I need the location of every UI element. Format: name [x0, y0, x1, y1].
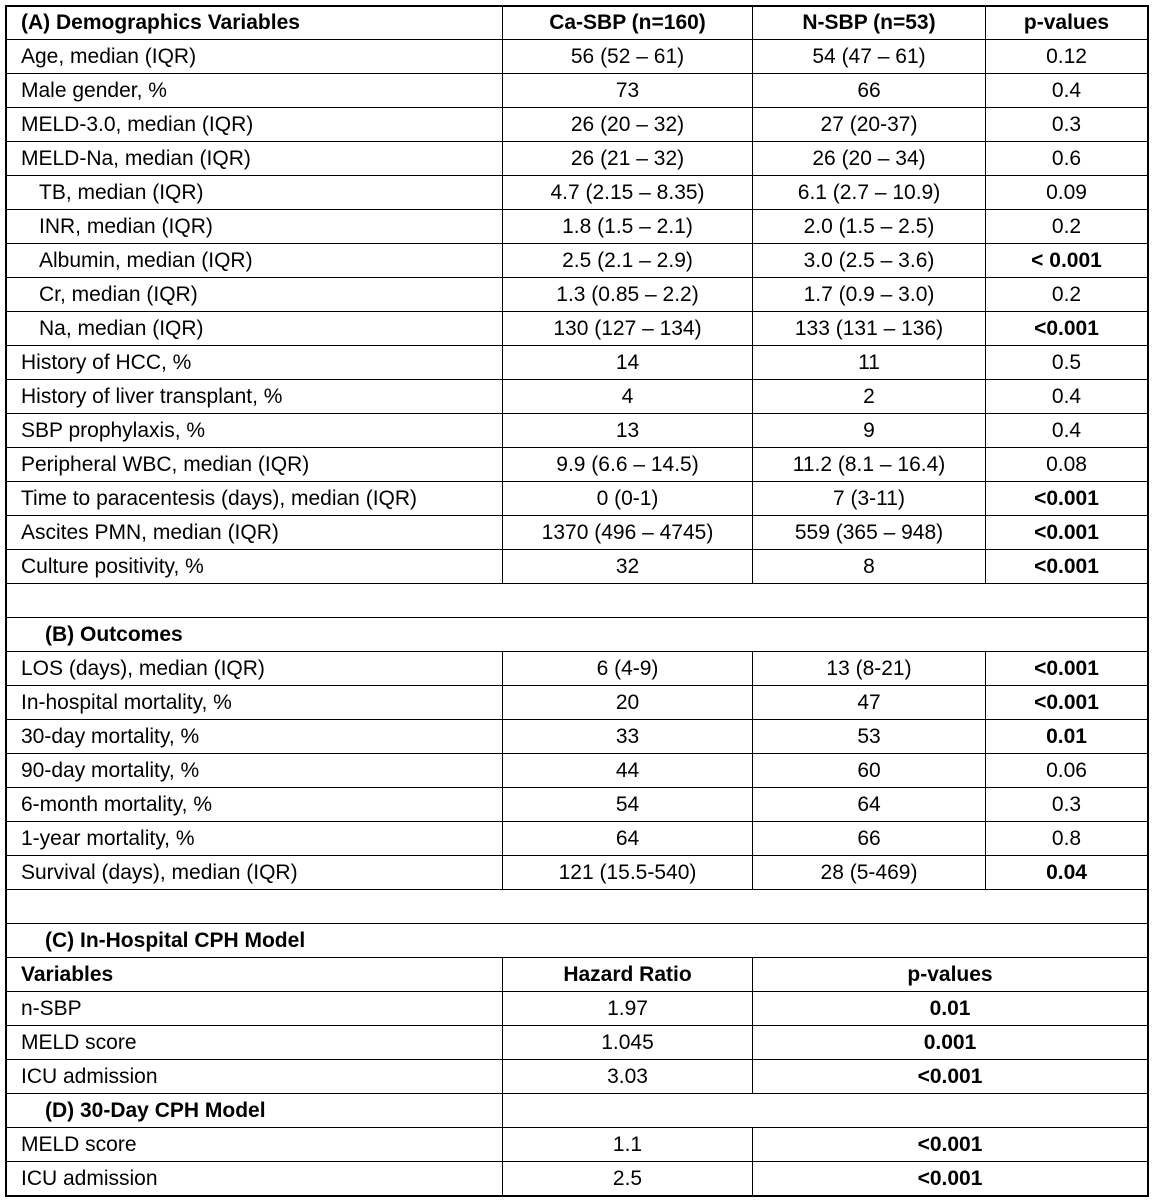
ca-sbp-value: 130 (127 – 134): [502, 312, 752, 345]
empty-cell: [752, 1094, 1147, 1127]
ca-sbp-value: 121 (15.5-540): [502, 856, 752, 889]
col-header-hazard-ratio: Hazard Ratio: [502, 958, 752, 991]
p-value: 0.3: [985, 788, 1147, 821]
table-row: [5, 991, 1149, 1025]
row-label: MELD-3.0, median (IQR): [21, 112, 254, 136]
table-row: [5, 855, 1149, 889]
row-label: Culture positivity, %: [21, 554, 204, 578]
spacer: [7, 890, 502, 923]
row-label: Age, median (IQR): [21, 44, 197, 68]
col-header-p-values: p-values: [752, 958, 1147, 991]
row-label: MELD score: [21, 1132, 137, 1156]
n-sbp-value: 1.7 (0.9 – 3.0): [752, 278, 985, 311]
ca-sbp-value: 14: [502, 346, 752, 379]
row-label: Na, median (IQR): [39, 316, 204, 340]
section-a-title: (A) Demographics Variables: [21, 11, 300, 34]
table-row: [5, 821, 1149, 855]
row-label: In-hospital mortality, %: [21, 690, 232, 714]
p-value: 0.6: [985, 142, 1147, 175]
ca-sbp-value: 9.9 (6.6 – 14.5): [502, 448, 752, 481]
hazard-ratio-value: 1.1: [502, 1128, 752, 1161]
p-value: 0.2: [985, 210, 1147, 243]
p-value: 0.01: [752, 992, 1147, 1025]
col-header-n-sbp: N-SBP (n=53): [752, 7, 985, 39]
table-row: [5, 141, 1149, 175]
p-value: <0.001: [752, 1128, 1147, 1161]
table-row: [5, 209, 1149, 243]
p-value: <0.001: [752, 1060, 1147, 1093]
n-sbp-value: 7 (3-11): [752, 482, 985, 515]
p-value: <0.001: [985, 652, 1147, 685]
row-label: ICU admission: [21, 1166, 158, 1190]
n-sbp-value: 11.2 (8.1 – 16.4): [752, 448, 985, 481]
hazard-ratio-value: 3.03: [502, 1060, 752, 1093]
section-a-header-row: [5, 5, 1149, 39]
hazard-ratio-value: 2.5: [502, 1162, 752, 1195]
n-sbp-value: 54 (47 – 61): [752, 40, 985, 73]
row-label: MELD score: [21, 1030, 137, 1054]
n-sbp-value: 27 (20-37): [752, 108, 985, 141]
row-label: INR, median (IQR): [39, 214, 213, 238]
spacer-row: [5, 583, 1149, 617]
p-value: 0.09: [985, 176, 1147, 209]
table-row: [5, 481, 1149, 515]
p-value: 0.04: [985, 856, 1147, 889]
p-value: 0.12: [985, 40, 1147, 73]
n-sbp-value: 28 (5-469): [752, 856, 985, 889]
ca-sbp-value: 1.8 (1.5 – 2.1): [502, 210, 752, 243]
table-row: [5, 549, 1149, 583]
table-row: [5, 39, 1149, 73]
table-row: [5, 753, 1149, 787]
hazard-ratio-value: 1.97: [502, 992, 752, 1025]
section-c-title: (C) In-Hospital CPH Model: [45, 928, 306, 952]
n-sbp-value: 8: [752, 550, 985, 583]
row-label: SBP prophylaxis, %: [21, 418, 206, 442]
n-sbp-value: 11: [752, 346, 985, 379]
table-row: [5, 243, 1149, 277]
ca-sbp-value: 32: [502, 550, 752, 583]
ca-sbp-value: 56 (52 – 61): [502, 40, 752, 73]
row-label: 6-month mortality, %: [21, 792, 212, 816]
table-row: [5, 719, 1149, 753]
p-value: 0.06: [985, 754, 1147, 787]
row-label: ICU admission: [21, 1064, 158, 1088]
p-value: 0.8: [985, 822, 1147, 855]
p-value: <0.001: [985, 312, 1147, 345]
spacer-row: [5, 889, 1149, 923]
n-sbp-value: 3.0 (2.5 – 3.6): [752, 244, 985, 277]
n-sbp-value: 66: [752, 74, 985, 107]
row-label: Albumin, median (IQR): [39, 248, 253, 272]
p-value: <0.001: [985, 550, 1147, 583]
ca-sbp-value: 13: [502, 414, 752, 447]
n-sbp-value: 6.1 (2.7 – 10.9): [752, 176, 985, 209]
section-c-columns-row: [5, 957, 1149, 991]
p-value: 0.5: [985, 346, 1147, 379]
row-label: Ascites PMN, median (IQR): [21, 520, 279, 544]
table-row: [5, 447, 1149, 481]
p-value: <0.001: [752, 1162, 1147, 1195]
table-row: [5, 1161, 1149, 1197]
n-sbp-value: 2.0 (1.5 – 2.5): [752, 210, 985, 243]
section-b-title: (B) Outcomes: [45, 622, 183, 646]
ca-sbp-value: 1370 (496 – 4745): [502, 516, 752, 549]
row-label: LOS (days), median (IQR): [21, 656, 265, 680]
n-sbp-value: 53: [752, 720, 985, 753]
n-sbp-value: 13 (8-21): [752, 652, 985, 685]
p-value: 0.4: [985, 380, 1147, 413]
p-value: 0.001: [752, 1026, 1147, 1059]
row-label: Peripheral WBC, median (IQR): [21, 452, 310, 476]
row-label: Survival (days), median (IQR): [21, 860, 298, 884]
section-d-title: (D) 30-Day CPH Model: [45, 1098, 266, 1122]
ca-sbp-value: 26 (21 – 32): [502, 142, 752, 175]
n-sbp-value: 60: [752, 754, 985, 787]
p-value: 0.2: [985, 278, 1147, 311]
table-row: [5, 651, 1149, 685]
table-row: [5, 1127, 1149, 1161]
table-row: [5, 1025, 1149, 1059]
table-row: [5, 413, 1149, 447]
empty-cell: [502, 1094, 752, 1127]
p-value: 0.08: [985, 448, 1147, 481]
row-label: MELD-Na, median (IQR): [21, 146, 251, 170]
p-value: 0.4: [985, 74, 1147, 107]
col-header-ca-sbp: Ca-SBP (n=160): [502, 7, 752, 39]
ca-sbp-value: 54: [502, 788, 752, 821]
p-value: 0.4: [985, 414, 1147, 447]
row-label: Time to paracentesis (days), median (IQR): [21, 486, 418, 510]
ca-sbp-value: 1.3 (0.85 – 2.2): [502, 278, 752, 311]
p-value: <0.001: [985, 686, 1147, 719]
ca-sbp-value: 4: [502, 380, 752, 413]
p-value: <0.001: [985, 482, 1147, 515]
n-sbp-value: 47: [752, 686, 985, 719]
table-row: [5, 1059, 1149, 1093]
ca-sbp-value: 0 (0-1): [502, 482, 752, 515]
table-row: [5, 107, 1149, 141]
row-label: 90-day mortality, %: [21, 758, 200, 782]
n-sbp-value: 26 (20 – 34): [752, 142, 985, 175]
row-label: History of HCC, %: [21, 350, 192, 374]
ca-sbp-value: 6 (4-9): [502, 652, 752, 685]
results-table: [5, 5, 1149, 1197]
section-d-header-row: [5, 1093, 1149, 1127]
ca-sbp-value: 20: [502, 686, 752, 719]
table-row: [5, 685, 1149, 719]
table-row: [5, 515, 1149, 549]
n-sbp-value: 559 (365 – 948): [752, 516, 985, 549]
n-sbp-value: 2: [752, 380, 985, 413]
row-label: Cr, median (IQR): [39, 282, 198, 306]
ca-sbp-value: 64: [502, 822, 752, 855]
col-header-p-values: p-values: [985, 7, 1147, 39]
table-row: [5, 277, 1149, 311]
col-header-variables: Variables: [21, 962, 114, 986]
table-row: [5, 73, 1149, 107]
ca-sbp-value: 2.5 (2.1 – 2.9): [502, 244, 752, 277]
table-row: [5, 787, 1149, 821]
table-row: [5, 345, 1149, 379]
row-label: Male gender, %: [21, 78, 167, 102]
row-label: 1-year mortality, %: [21, 826, 195, 850]
p-value: < 0.001: [985, 244, 1147, 277]
ca-sbp-value: 26 (20 – 32): [502, 108, 752, 141]
table-row: [5, 311, 1149, 345]
ca-sbp-value: 73: [502, 74, 752, 107]
n-sbp-value: 64: [752, 788, 985, 821]
table-row: [5, 379, 1149, 413]
ca-sbp-value: 33: [502, 720, 752, 753]
p-value: <0.001: [985, 516, 1147, 549]
ca-sbp-value: 4.7 (2.15 – 8.35): [502, 176, 752, 209]
row-label: n-SBP: [21, 996, 82, 1020]
ca-sbp-value: 44: [502, 754, 752, 787]
table-row: [5, 175, 1149, 209]
row-label: 30-day mortality, %: [21, 724, 200, 748]
n-sbp-value: 66: [752, 822, 985, 855]
n-sbp-value: 9: [752, 414, 985, 447]
p-value: 0.3: [985, 108, 1147, 141]
spacer: [7, 584, 502, 617]
p-value: 0.01: [985, 720, 1147, 753]
section-b-header-row: [5, 617, 1149, 651]
n-sbp-value: 133 (131 – 136): [752, 312, 985, 345]
row-label: History of liver transplant, %: [21, 384, 283, 408]
section-c-header-row: [5, 923, 1149, 957]
row-label: TB, median (IQR): [39, 180, 204, 204]
hazard-ratio-value: 1.045: [502, 1026, 752, 1059]
